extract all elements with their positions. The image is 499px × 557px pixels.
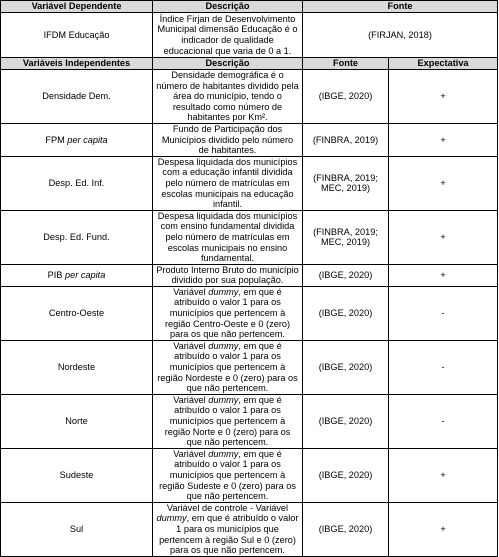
header-source: Fonte	[303, 1, 498, 13]
variable-description	[153, 286, 303, 340]
dependent-variable-source: (FIRJAN, 2018)	[303, 13, 498, 58]
variable-expectation: +	[389, 264, 498, 286]
variable-expectation: +	[389, 502, 498, 556]
variable-source: (IBGE, 2020)	[303, 502, 389, 556]
variable-expectation: +	[389, 123, 498, 156]
variable-name-text: Centro-Oeste	[48, 308, 105, 319]
variable-source: (IBGE, 2020)	[303, 394, 389, 448]
variable-name	[1, 264, 153, 286]
variable-name-text: FPM	[45, 134, 68, 145]
description-post-text: , em que é atribuído o valor 1 para os municípios que pertencem à região Nordeste e 0 (zero) para os que não pertencem.	[157, 340, 298, 394]
variable-description: Despesa liquidada dos municípios com a educação infantil dividida pelo número de matrículas em escolas municipais na educação infantil.	[153, 156, 303, 210]
table-row	[1, 123, 498, 156]
dependent-variable-description: Índice Firjan de Desenvolvimento Municipal dimensão Educação é o indicador de qualidade educacional que varia de 0 a 1.	[153, 13, 303, 58]
description-post-text: , em que é atribuído o valor 1 para os municípios que pertencem à região Sul e 0 (zero) para os que não pertencem.	[159, 513, 299, 556]
variable-name-italic: per capita	[67, 134, 108, 145]
table-row	[1, 448, 498, 502]
table-row	[1, 210, 498, 264]
description-post-text: , em que é atribuído o valor 1 para os municípios que pertencem à região Sudeste e 0 (zero) para os que não pertencem.	[159, 448, 296, 502]
description-post-text: , em que é atribuído o valor 1 para os municípios que pertencem à região Centro-Oeste e 0 (zero) para os que não pertencem.	[164, 286, 291, 340]
variable-expectation: -	[389, 394, 498, 448]
description-pre-text: Variável	[173, 286, 209, 297]
variable-name	[1, 394, 153, 448]
variable-name	[1, 502, 153, 556]
header-description: Descrição	[153, 1, 303, 13]
variable-name	[1, 448, 153, 502]
dependent-variable-row	[1, 13, 498, 58]
variable-name-text: Desp. Ed. Inf.	[48, 177, 105, 188]
variable-description	[153, 394, 303, 448]
variable-name-text: Densidade Dem.	[42, 91, 111, 102]
variable-name	[1, 156, 153, 210]
variable-source: (IBGE, 2020)	[303, 448, 389, 502]
variable-description: Densidade demográfica é o número de habitantes dividido pela área do município, tendo o resultado como número de habitantes por Km².	[153, 70, 303, 124]
variable-expectation: -	[389, 286, 498, 340]
variable-description	[153, 448, 303, 502]
description-italic-text: dummy	[208, 340, 239, 351]
variable-description	[153, 340, 303, 394]
description-pre-text: Variável	[173, 448, 209, 459]
variable-description	[153, 502, 303, 556]
header-description: Descrição	[153, 58, 303, 70]
description-pre-text: Variável	[173, 340, 209, 351]
variable-source: (IBGE, 2020)	[303, 340, 389, 394]
variable-description: Despesa liquidada dos municípios com ensino fundamental dividida pelo número de matrículas em escolas municipais no ensino fundamental.	[153, 210, 303, 264]
variable-expectation: +	[389, 448, 498, 502]
variable-source: (FINBRA, 2019)	[303, 123, 389, 156]
dependent-variable-name: IFDM Educação	[1, 13, 153, 58]
table-row	[1, 340, 498, 394]
variable-source: (IBGE, 2020)	[303, 70, 389, 124]
variable-expectation: +	[389, 156, 498, 210]
table-row	[1, 394, 498, 448]
table-row	[1, 286, 498, 340]
description-post-text: , em que é atribuído o valor 1 para os municípios que pertencem à região Norte e 0 (zero) para os que não pertencem.	[164, 394, 291, 448]
header-row-independent	[1, 58, 498, 70]
variable-expectation: -	[389, 340, 498, 394]
description-italic-text: dummy	[208, 394, 239, 405]
header-source: Fonte	[303, 58, 389, 70]
table-row	[1, 264, 498, 286]
variable-name-text: PIB	[47, 269, 65, 280]
table-row	[1, 70, 498, 124]
variable-name	[1, 70, 153, 124]
variable-source: (FINBRA, 2019; MEC, 2019)	[303, 210, 389, 264]
description-pre-text: Variável de controle - Variável	[166, 502, 289, 513]
variable-name	[1, 340, 153, 394]
header-row-dependent	[1, 1, 498, 13]
variable-name-text: Sudeste	[59, 469, 94, 480]
variable-description: Fundo de Participação dos Municípios dividido pelo número de habitantes.	[153, 123, 303, 156]
variable-source: (IBGE, 2020)	[303, 286, 389, 340]
description-italic-text: dummy	[208, 448, 239, 459]
variable-name-text: Norte	[65, 416, 88, 426]
variable-name	[1, 210, 153, 264]
header-dependent-variable: Variável Dependente	[1, 1, 153, 13]
variable-source: (IBGE, 2020)	[303, 264, 389, 286]
description-pre-text: Variável	[173, 394, 209, 405]
variable-name-italic: per capita	[65, 269, 106, 280]
variable-name-text: Desp. Ed. Fund.	[43, 231, 110, 242]
variable-name	[1, 286, 153, 340]
table-row	[1, 156, 498, 210]
header-expectation: Expectativa	[389, 58, 498, 70]
variable-expectation: +	[389, 210, 498, 264]
variable-name	[1, 123, 153, 156]
description-italic-text: dummy	[208, 286, 239, 297]
header-independent-variables: Variáveis Independentes	[1, 58, 153, 70]
variable-expectation: +	[389, 70, 498, 124]
variable-source: (FINBRA, 2019; MEC, 2019)	[303, 156, 389, 210]
variable-name-text: Sul	[69, 523, 84, 534]
table-row	[1, 502, 498, 556]
variable-description: Produto Interno Bruto do município dividido por sua população.	[153, 264, 303, 286]
description-italic-text: dummy	[156, 513, 187, 524]
variable-name-text: Nordeste	[57, 362, 96, 373]
